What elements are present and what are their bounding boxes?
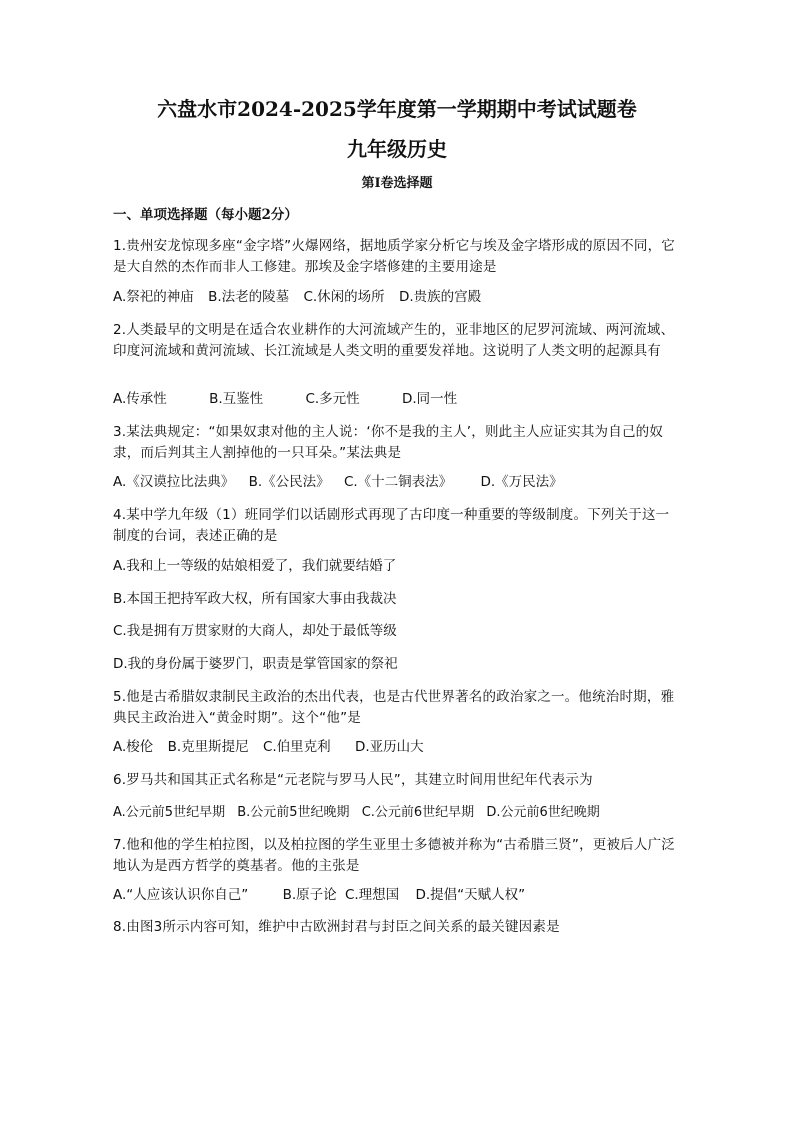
option-b: B.克里斯提尼 [167, 739, 249, 755]
option-b: B.互鉴性 [209, 391, 264, 407]
exam-part-heading: 第Ⅰ卷选择题 [361, 176, 433, 191]
option-c: C.伯里克利 [262, 739, 331, 755]
section-heading: 一、单项选择题（每小题2分） [113, 207, 298, 223]
option-c: C.公元前6世纪早期 [361, 805, 475, 820]
question-8-stem: 8.由图3所示内容可知，维护中古欧洲封君与封臣之间关系的最关键因素是 [113, 919, 560, 935]
option-a: A.梭伦 [113, 739, 154, 755]
question-6-stem: 6.罗马共和国其正式名称是“元老院与罗马人民”，其建立时间用世纪年代表示为 [113, 772, 593, 788]
option-a: A.祭祀的神庙 [113, 289, 194, 305]
option-a: A.“人应该认识你自己” [113, 887, 249, 903]
question-4-stem: 4.某中学九年级（1）班同学们以话剧形式再现了古印度一种重要的等级制度。下列关于这一制度的台词，表述正确的是 [113, 507, 670, 544]
option-d: D.公元前6世纪晚期 [486, 805, 600, 820]
option-c: C.多元性 [305, 391, 360, 407]
option-d: D.亚历山大 [354, 739, 424, 755]
question-5-options [113, 737, 693, 758]
question-3-stem: 3.某法典规定：“如果奴隶对他的主人说：‘你不是我的主人’，则此主人应证实其为自己的奴隶，而后判其主人割掉他的一只耳朵。”某法典是 [113, 424, 664, 461]
option-d: D.贵族的宫殿 [398, 289, 482, 305]
question-4-option-c: C.我是拥有万贯家财的大商人，却处于最低等级 [113, 623, 397, 639]
question-1-options [113, 287, 693, 308]
option-c: C.休闲的场所 [303, 289, 385, 305]
option-c: C.理想国 [344, 887, 400, 903]
option-b: B.原子论 [282, 887, 337, 903]
option-a: A.传承性 [113, 391, 167, 407]
question-7-options [113, 885, 693, 906]
option-d: D.提倡“天赋人权” [415, 887, 526, 903]
question-7-stem: 7.他和他的学生柏拉图，以及柏拉图的学生亚里士多德被并称为“古希腊三贤”，更被后人广泛地认为是西方哲学的奠基者。他的主张是 [113, 837, 675, 874]
question-5-stem: 5.他是古希腊奴隶制民主政治的杰出代表，也是古代世界著名的政治家之一。他统治时期，雅典民主政治进入“黄金时期”。这个“他”是 [113, 689, 675, 726]
question-4-option-b: B.本国王把持军政大权，所有国家大事由我裁决 [113, 591, 397, 607]
question-6-options [113, 802, 693, 823]
question-2-options [113, 389, 693, 410]
question-2-stem: 2.人类最早的文明是在适合农业耕作的大河流域产生的，亚非地区的尼罗河流域、两河流域、印度河流域和黄河流域、长江流域是人类文明的重要发祥地。这说明了人类文明的起源具有 [113, 322, 675, 359]
question-4-option-a: A.我和上一等级的姑娘相爱了，我们就要结婚了 [113, 558, 397, 574]
option-d: D.《万民法》 [480, 474, 563, 490]
option-b: B.《公民法》 [248, 474, 330, 490]
option-d: D.同一性 [401, 391, 458, 407]
option-a: A.《汉谟拉比法典》 [113, 474, 235, 490]
option-a: A.公元前5世纪早期 [113, 805, 226, 820]
option-b: B.法老的陵墓 [208, 289, 290, 305]
question-1-stem: 1.贵州安龙惊现多座“金字塔”火爆网络，据地质学家分析它与埃及金字塔形成的原因不同，它是大自然的杰作而非人工修建。那埃及金字塔修建的主要用途是 [113, 238, 675, 275]
exam-subject: 九年级历史 [347, 137, 447, 161]
question-4-option-d: D.我的身份属于婆罗门，职责是掌管国家的祭祀 [113, 656, 398, 672]
question-3-options [113, 472, 693, 493]
option-c: C.《十二铜表法》 [343, 474, 453, 490]
option-b: B.公元前5世纪晚期 [237, 805, 350, 820]
exam-title: 六盘水市2024-2025学年度第一学期期中考试试题卷 [157, 97, 637, 121]
